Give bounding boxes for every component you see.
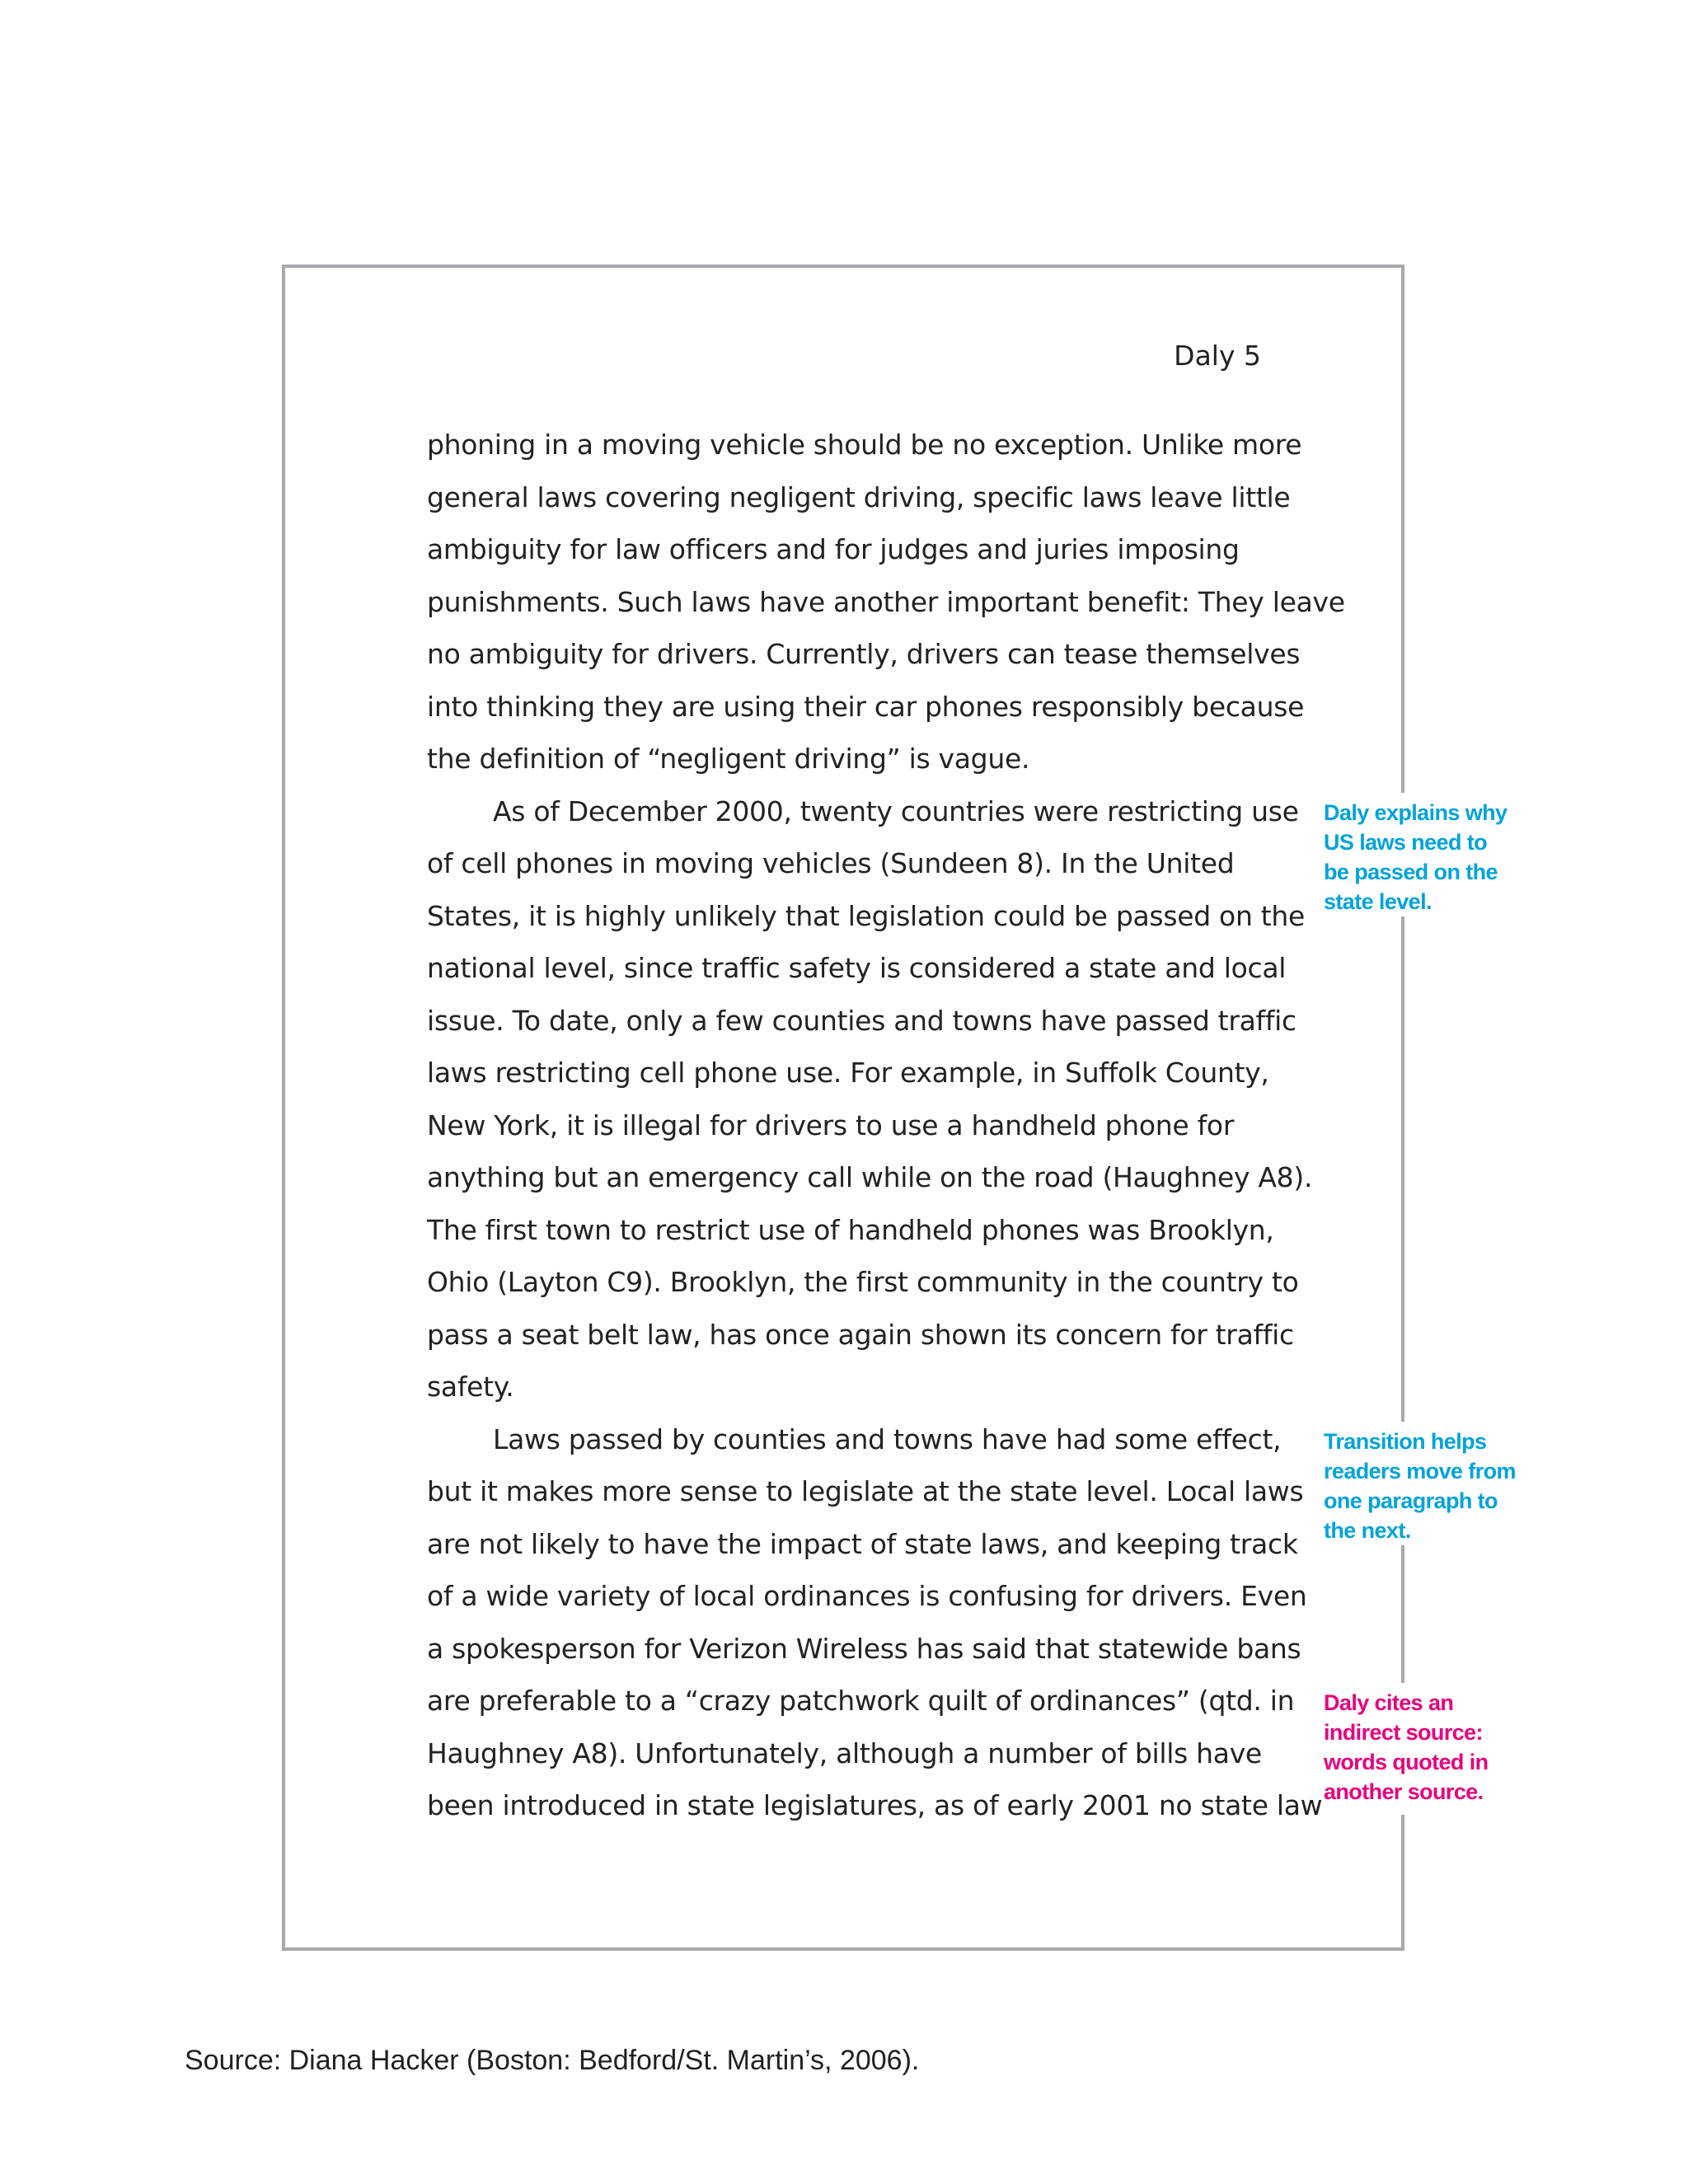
annotation-line: Daly explains why	[1324, 800, 1507, 825]
text-line: Laws passed by counties and towns have had some effect,	[493, 1422, 1282, 1455]
paragraph-2	[427, 785, 1317, 1413]
text-line: are preferable to a “crazy patchwork quilt of ordinances” (qtd. in	[427, 1685, 1295, 1717]
text-line: been introduced in state legislatures, as of early 2001 no state law	[427, 1789, 1323, 1821]
annotation-line: US laws need to	[1324, 830, 1488, 855]
running-head: Daly 5	[1174, 340, 1261, 372]
text-line: laws restricting cell phone use. For example, in Suffolk County,	[427, 1057, 1269, 1089]
annotation-line: readers move from	[1324, 1459, 1516, 1483]
text-line: national level, since traffic safety is considered a state and local	[427, 952, 1287, 984]
text-line: of a wide variety of local ordinances is confusing for drivers. Even	[427, 1580, 1307, 1612]
text-line: pass a seat belt law, has once again shown its concern for traffic	[427, 1318, 1294, 1351]
paragraph-1	[427, 419, 1345, 785]
annotation-line: be passed on the	[1324, 860, 1498, 884]
text-line: punishments. Such laws have another important benefit: They leave	[427, 585, 1345, 618]
annotation-line: the next.	[1324, 1518, 1411, 1543]
annotation-line: one paragraph to	[1324, 1488, 1498, 1513]
text-line: As of December 2000, twenty countries were restricting use	[493, 794, 1299, 827]
text-line: are not likely to have the impact of state laws, and keeping track	[427, 1527, 1298, 1560]
text-line: but it makes more sense to legislate at the state level. Local laws	[427, 1475, 1304, 1507]
text-line: New York, it is illegal for drivers to use a handheld phone for	[427, 1108, 1235, 1141]
text-line: Haughney A8). Unfortunately, although a number of bills have	[427, 1736, 1262, 1769]
text-line: phoning in a moving vehicle should be no exception. Unlike more	[427, 429, 1302, 461]
text-line: ambiguity for law officers and for judges and juries imposing	[427, 533, 1240, 565]
annotation-line: another source.	[1324, 1779, 1484, 1804]
text-line: The first town to restrict use of handheld phones was Brooklyn,	[427, 1213, 1274, 1246]
text-line: no ambiguity for drivers. Currently, drivers can tease themselves	[427, 638, 1301, 670]
text-line: safety.	[427, 1371, 514, 1403]
annotation-line: indirect source:	[1324, 1720, 1483, 1745]
paragraph-3	[427, 1413, 1323, 1832]
text-line: Ohio (Layton C9). Brooklyn, the first community in the country to	[427, 1266, 1299, 1298]
text-line: issue. To date, only a few counties and towns have passed traffic	[427, 1004, 1296, 1037]
text-line: a spokesperson for Verizon Wireless has said that statewide bans	[427, 1632, 1301, 1665]
text-line: into thinking they are using their car phones responsibly because	[427, 690, 1305, 723]
text-line: of cell phones in moving vehicles (Sundeen 8). In the United	[427, 847, 1235, 879]
annotation-state-level	[1324, 798, 1507, 916]
source-citation: Source: Diana Hacker (Boston: Bedford/St. Martin’s, 2006).	[185, 2045, 920, 2076]
text-line: the definition of “negligent driving” is vague.	[427, 743, 1030, 775]
annotation-line: state level.	[1324, 889, 1432, 914]
text-line: States, it is highly unlikely that legislation could be passed on the	[427, 899, 1306, 932]
annotation-line: words quoted in	[1324, 1750, 1489, 1774]
annotation-indirect-source	[1324, 1688, 1489, 1807]
annotation-transition	[1324, 1427, 1516, 1545]
annotation-line: Daly cites an	[1324, 1690, 1454, 1715]
text-line: anything but an emergency call while on the road (Haughney A8).	[427, 1161, 1313, 1193]
annotation-line: Transition helps	[1324, 1429, 1487, 1454]
text-line: general laws covering negligent driving, specific laws leave little	[427, 480, 1291, 513]
